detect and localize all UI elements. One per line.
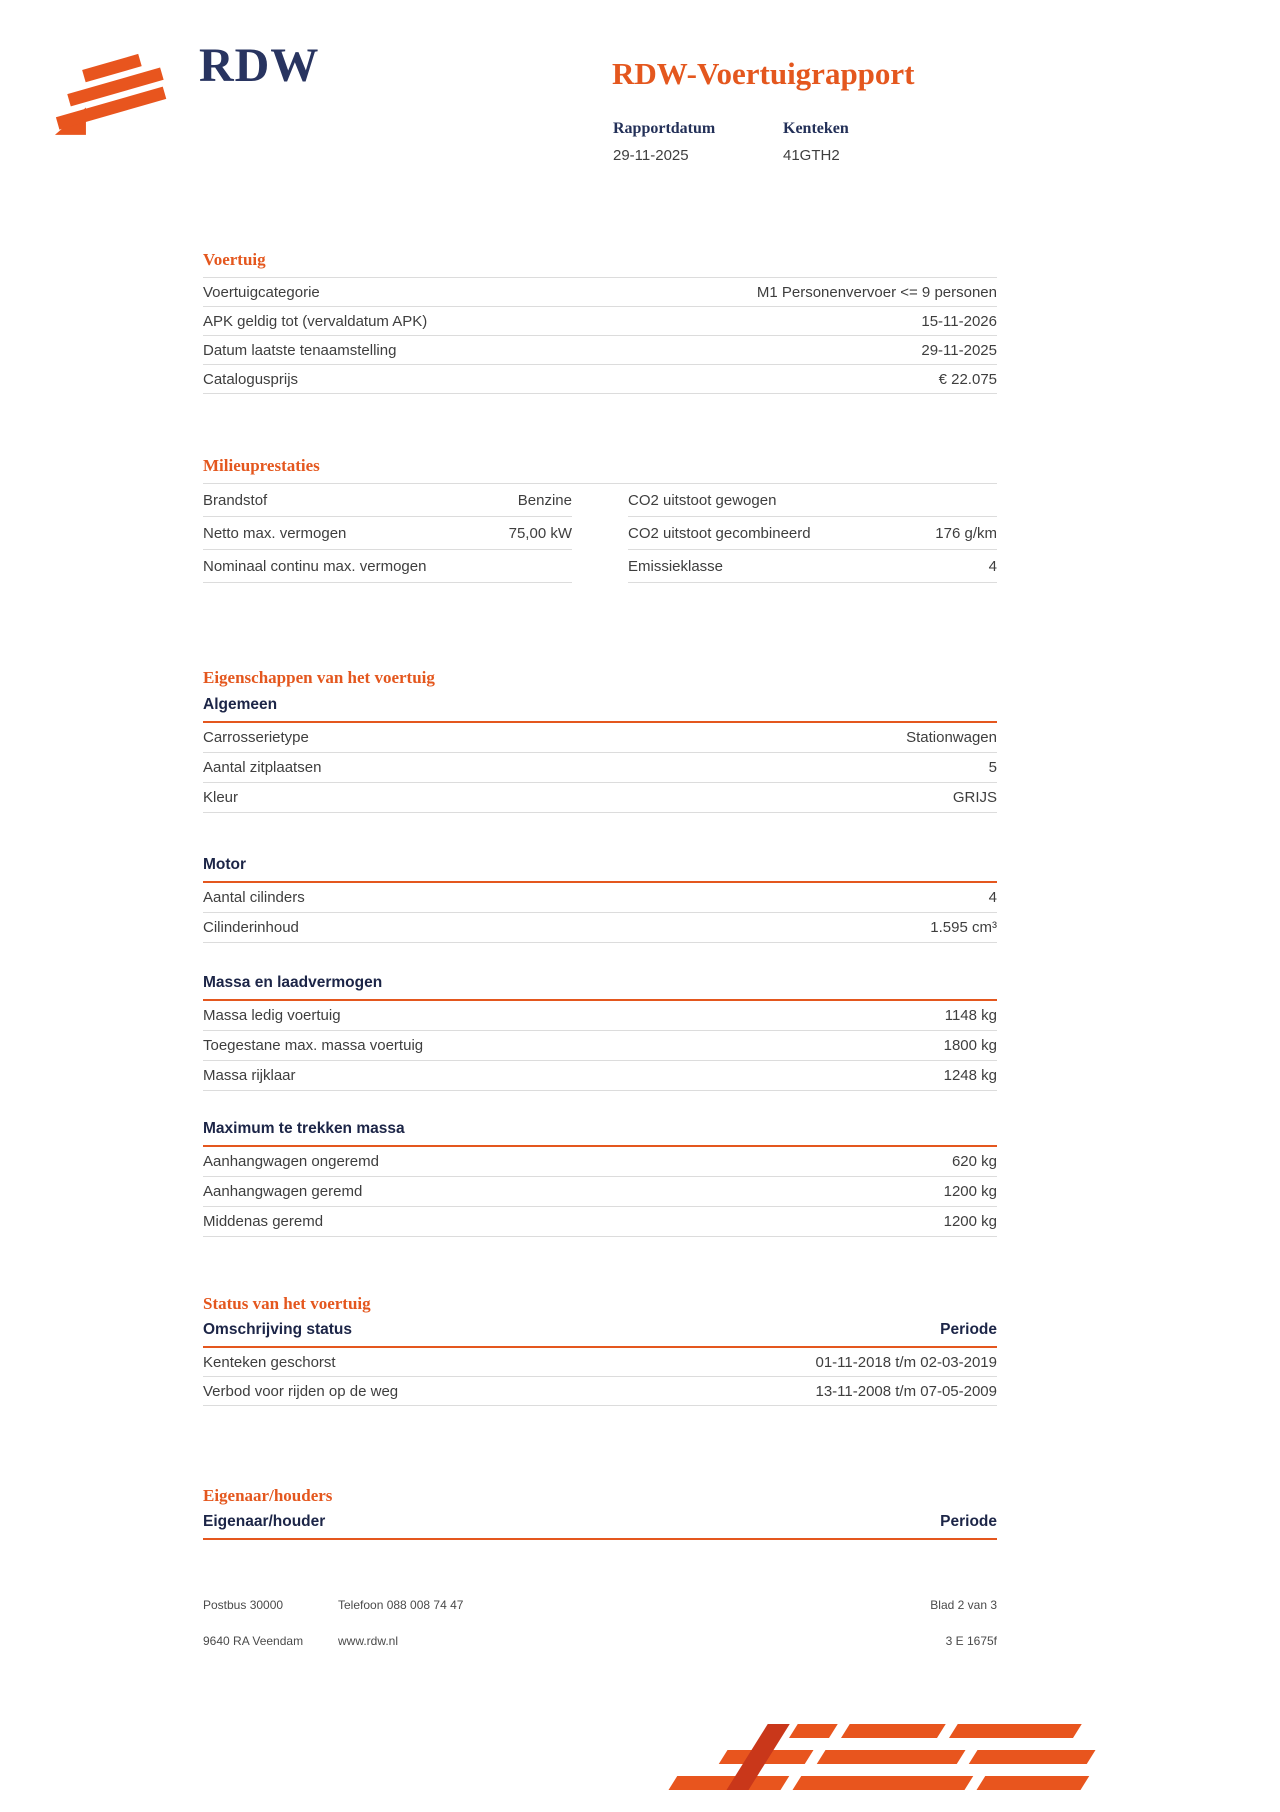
row-label: Emissieklasse: [628, 557, 724, 575]
status-table: [203, 1348, 997, 1406]
heading-status: Status van het voertuig: [203, 1294, 371, 1313]
row-value: 75,00 kW: [508, 524, 572, 542]
row-value: 1200 kg: [943, 1183, 997, 1200]
table-row: [203, 1031, 997, 1061]
kenteken-value: 41GTH2: [783, 147, 840, 164]
table-row: [203, 336, 997, 365]
subsection-massa: [203, 974, 997, 1091]
row-label: Aantal zitplaatsen: [203, 759, 322, 776]
subsection-title: Algemeen: [203, 696, 997, 723]
row-value: 1.595 cm³: [930, 919, 997, 936]
row-label: Netto max. vermogen: [203, 524, 347, 542]
table-row: [203, 723, 997, 753]
row-value: 176 g/km: [935, 524, 997, 542]
row-value: 1148 kg: [944, 1007, 997, 1024]
row-value: 1800 kg: [943, 1037, 997, 1054]
subsection-title: Maximum te trekken massa: [203, 1120, 997, 1147]
page-title: RDW-Voertuigrapport: [612, 56, 915, 91]
subsection-title: Motor: [203, 856, 997, 883]
row-label: CO2 uitstoot gewogen: [628, 491, 777, 509]
table-row: [203, 278, 997, 307]
table-row: [203, 883, 997, 913]
table-row: [628, 484, 997, 517]
table-row: [203, 783, 997, 813]
rdw-logo-text: RDW: [199, 39, 320, 92]
row-label: Kleur: [203, 789, 239, 806]
row-label: Brandstof: [203, 491, 268, 509]
row-value: GRIJS: [952, 789, 997, 806]
row-label: Massa ledig voertuig: [203, 1007, 341, 1024]
row-label: Aanhangwagen geremd: [203, 1183, 363, 1200]
milieu-right-column: [628, 484, 997, 583]
periode-column-header: Periode: [940, 1513, 997, 1530]
subsection-title: Massa en laadvermogen: [203, 974, 997, 1001]
section-eigenaar: [203, 1486, 997, 1540]
footer-page-number: Blad 2 van 3: [930, 1598, 997, 1612]
footer-website: www.rdw.nl: [338, 1634, 399, 1648]
table-row: [203, 307, 997, 336]
kenteken-label: Kenteken: [783, 120, 849, 137]
eigenaar-column-header: Eigenaar/houder: [203, 1513, 326, 1530]
table-row: [203, 365, 997, 394]
heading-eigenschappen: Eigenschappen van het voertuig: [203, 668, 435, 687]
report-date-label: Rapportdatum: [613, 120, 716, 137]
table-row: [203, 484, 572, 517]
footer-address-line1: Postbus 30000: [203, 1598, 284, 1612]
voertuig-table: [203, 277, 997, 394]
table-row: [203, 1348, 997, 1377]
row-value: 4: [988, 557, 997, 575]
section-voertuig: [203, 250, 997, 394]
footer-phone: Telefoon 088 008 74 47: [338, 1598, 464, 1612]
row-value: 4: [988, 889, 997, 906]
row-value: 1200 kg: [943, 1213, 997, 1230]
eigenaar-header-row: [203, 1513, 997, 1540]
row-label: APK geldig tot (vervaldatum APK): [203, 312, 428, 330]
row-label: CO2 uitstoot gecombineerd: [628, 524, 811, 542]
row-label: Datum laatste tenaamstelling: [203, 341, 397, 359]
status-column-header: Omschrijving status: [203, 1321, 353, 1338]
row-value: M1 Personenvervoer <= 9 personen: [756, 283, 997, 301]
row-value: Benzine: [517, 491, 572, 509]
table-row: [203, 753, 997, 783]
footer-address-line2: 9640 RA Veendam: [203, 1634, 304, 1648]
table-row: [203, 1377, 997, 1406]
row-label: Kenteken geschorst: [203, 1353, 336, 1371]
row-label: Aantal cilinders: [203, 889, 305, 906]
section-status: [203, 1294, 997, 1406]
report-date-block: [613, 120, 715, 164]
kenteken-block: [783, 120, 849, 164]
table-row: [203, 1001, 997, 1031]
table-row: [203, 550, 572, 583]
row-label: Voertuigcategorie: [203, 283, 320, 301]
row-value: 5: [988, 759, 997, 776]
heading-voertuig: Voertuig: [203, 250, 266, 269]
report-date-value: 29-11-2025: [613, 147, 689, 164]
table-row: [203, 1147, 997, 1177]
table-row: [628, 517, 997, 550]
rdw-stripes-icon: [655, 1722, 1100, 1800]
algemeen-table: [203, 723, 997, 813]
row-value: 1248 kg: [943, 1067, 997, 1084]
row-label: Massa rijklaar: [203, 1067, 296, 1084]
row-label: Toegestane max. massa voertuig: [203, 1037, 424, 1054]
row-label: Middenas geremd: [203, 1213, 324, 1230]
row-label: Catalogusprijs: [203, 370, 299, 388]
trekken-table: [203, 1147, 997, 1237]
heading-milieuprestaties: Milieuprestaties: [203, 456, 320, 475]
row-value: Stationwagen: [906, 729, 997, 746]
status-header-row: [203, 1321, 997, 1348]
row-value: 620 kg: [951, 1153, 997, 1170]
subsection-maximum-trekken: [203, 1120, 997, 1237]
row-label: Carrosserietype: [203, 729, 309, 746]
milieu-left-column: [203, 484, 572, 583]
periode-column-header: Periode: [940, 1321, 997, 1338]
row-value: 01-11-2018 t/m 02-03-2019: [815, 1353, 997, 1371]
table-row: [203, 913, 997, 943]
row-value: 29-11-2025: [921, 341, 997, 359]
massa-table: [203, 1001, 997, 1091]
row-label: Aanhangwagen ongeremd: [203, 1153, 379, 1170]
row-value: € 22.075: [938, 370, 997, 388]
row-value: 13-11-2008 t/m 07-05-2009: [815, 1382, 997, 1400]
milieu-table: [203, 483, 997, 583]
table-row: [203, 1207, 997, 1237]
table-row: [203, 1061, 997, 1091]
table-row: [203, 517, 572, 550]
row-label: Cilinderinhoud: [203, 919, 299, 936]
table-row: [628, 550, 997, 583]
row-label: Verbod voor rijden op de weg: [203, 1382, 399, 1400]
table-row: [203, 1177, 997, 1207]
section-eigenschappen: [203, 668, 997, 695]
section-milieuprestaties: [203, 456, 997, 583]
footer-doc-code: 3 E 1675f: [945, 1634, 997, 1648]
subsection-motor: [203, 856, 997, 943]
row-label: Nominaal continu max. vermogen: [203, 557, 427, 575]
subsection-algemeen: [203, 696, 997, 813]
motor-table: [203, 883, 997, 943]
rdw-flag-icon: [46, 62, 186, 144]
heading-eigenaar: Eigenaar/houders: [203, 1486, 333, 1505]
row-value: 15-11-2026: [921, 312, 997, 330]
